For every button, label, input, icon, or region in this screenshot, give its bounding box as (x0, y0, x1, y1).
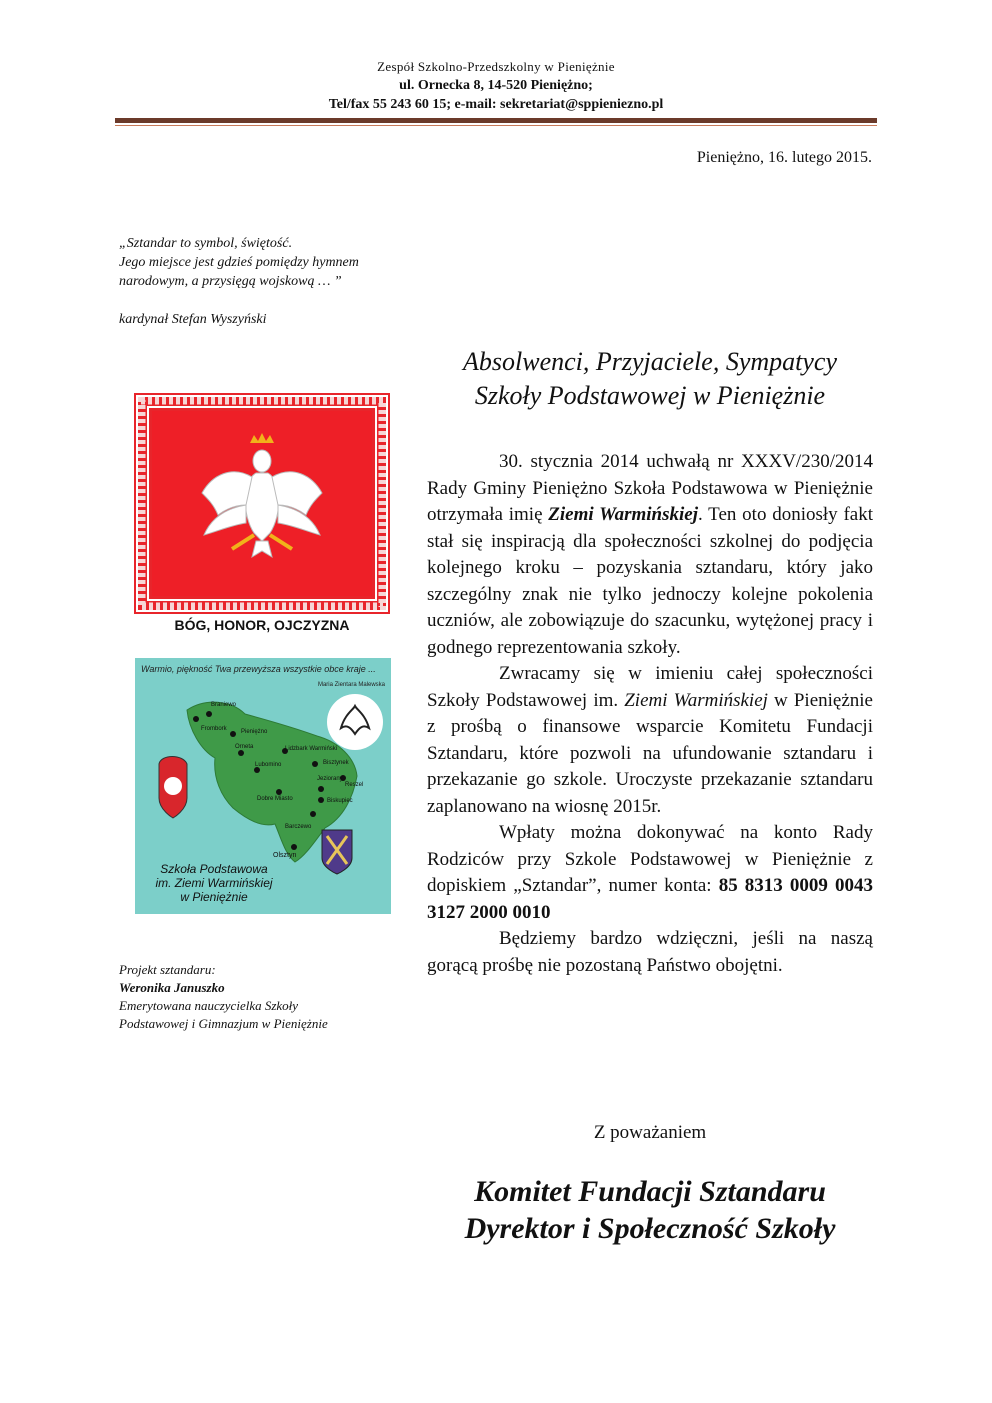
paragraph: Wpłaty można dokonywać na konto Rady Rodziców przy Szkole Podstawowej w Pieniężnie z dopiskiem „Sztandar”, numer konta: 85 8313 0009 0043 3127 2000 0010 (427, 822, 873, 923)
map-school-caption (139, 862, 289, 904)
header-address: ul. Ornecka 8, 14-520 Pieniężno; (399, 78, 593, 93)
map-town-label: Bisztynek (323, 760, 349, 766)
header-rule (115, 118, 877, 123)
quote-author: kardynał Stefan Wyszyński (119, 312, 267, 327)
map-town-label: Braniewo (211, 702, 237, 708)
map-town-label: Orneta (235, 744, 254, 750)
header-contact: Tel/fax 55 243 60 15; e-mail: sekretariat@sppieniezno.pl (328, 97, 664, 112)
credit-desc: Emerytowana nauczycielka Szkoły (119, 998, 299, 1013)
bank-account-number: 85 8313 0009 0043 3127 2000 0010 (427, 875, 873, 923)
signature-line: Dyrektor i Społeczność Szkoły (464, 1212, 836, 1245)
quote-line: „Sztandar to symbol, świętość. (119, 236, 293, 251)
map-town-label: Jeziorany (317, 776, 343, 782)
map-town-label: Barczewo (285, 824, 312, 830)
map-caption-author: Maria Zientara Malewska (317, 682, 385, 688)
signature-block (410, 1173, 890, 1247)
map-town-label: Reszel (345, 782, 364, 788)
map-town-label: Lidzbark Warmiński (285, 746, 338, 752)
closing-greeting: Z poważaniem (593, 1122, 707, 1143)
map-town-label: Pieniężno (241, 729, 268, 735)
paragraph: Zwracamy się w imieniu całej społeczności Szkoły Podstawowej im. Ziemi Warmińskiej w Pieniężnie z prośbą o finansowe wsparcie Komitetu Fundacji Sztandaru, które pozwoli na ufundowanie sztandaru i przekazanie go szkole. Uroczyste przekazanie sztandaru zaplanowano na wiosnę 2015r. (427, 663, 873, 817)
map-town-label: Frombork (201, 726, 227, 732)
map-town-label: Olsztyn (273, 852, 297, 859)
flag-image (134, 393, 390, 614)
map-town-label: Biskupiec (327, 798, 353, 804)
letter-date: Pieniężno, 16. lutego 2015. (696, 149, 872, 166)
school-patron-name: Ziemi Warmińskiej (624, 689, 768, 711)
quote-line: narodowym, a przysięgą wojskową … ” (119, 274, 342, 289)
credit-desc: Podstawowej i Gimnazjum w Pieniężnie (119, 1016, 328, 1031)
map-school-line: w Pieniężnie (180, 890, 248, 904)
paragraph: Będziemy bardzo wdzięczni, jeśli na naszą gorącą prośbę nie pozostaną Państwo obojętni. (427, 928, 873, 976)
map-school-line: im. Ziemi Warmińskiej (155, 876, 273, 890)
title-line: Absolwenci, Przyjaciele, Sympatycy (463, 347, 837, 376)
header-school-name: Zespół Szkolno-Przedszkolny w Pieniężnie (377, 59, 615, 74)
school-patron-name: Ziemi Warmińskiej (548, 504, 698, 525)
letter-title (410, 345, 890, 413)
paragraph: 30. stycznia 2014 uchwałą nr XXXV/230/2014 Rady Gminy Pieniężno Szkoła Podstawowa w Pieniężnie otrzymała imię Ziemi Warmińskiej. Ten oto doniosły fakt stał się inspiracją dla społeczności szkolnej do podjęcia kolejnego kroku – pozyskania sztandaru, który jako szczególny znak nie tylko jednoczy kolejne pokolenia uczniów, ale zobowiązuje do szacunku, wytężonej pracy i godnego reprezentowania szkoły. (427, 451, 874, 658)
title-line: Szkoły Podstawowej w Pieniężnie (474, 381, 826, 410)
map-school-line: Szkoła Podstawowa (160, 862, 268, 876)
flag-motto: BÓG, HONOR, OJCZYZNA (174, 617, 350, 633)
epigraph-quote (119, 234, 419, 291)
map-town-label: Lubomino (255, 762, 282, 768)
design-credit (119, 961, 409, 1033)
map-image (135, 658, 391, 914)
map-town-label: Dobre Miasto (257, 796, 293, 802)
quote-line: Jego miejsce jest gdzieś pomiędzy hymnem (119, 255, 359, 270)
letter-body (427, 449, 873, 979)
credit-label: Projekt sztandaru: (119, 962, 216, 977)
header-rule-thin (115, 125, 877, 126)
map-caption-top: Warmio, piękność Twa przewyższa wszystkie obce kraje ... (141, 664, 376, 674)
credit-name: Weronika Januszko (119, 980, 225, 995)
signature-line: Komitet Fundacji Sztandaru (474, 1175, 826, 1208)
